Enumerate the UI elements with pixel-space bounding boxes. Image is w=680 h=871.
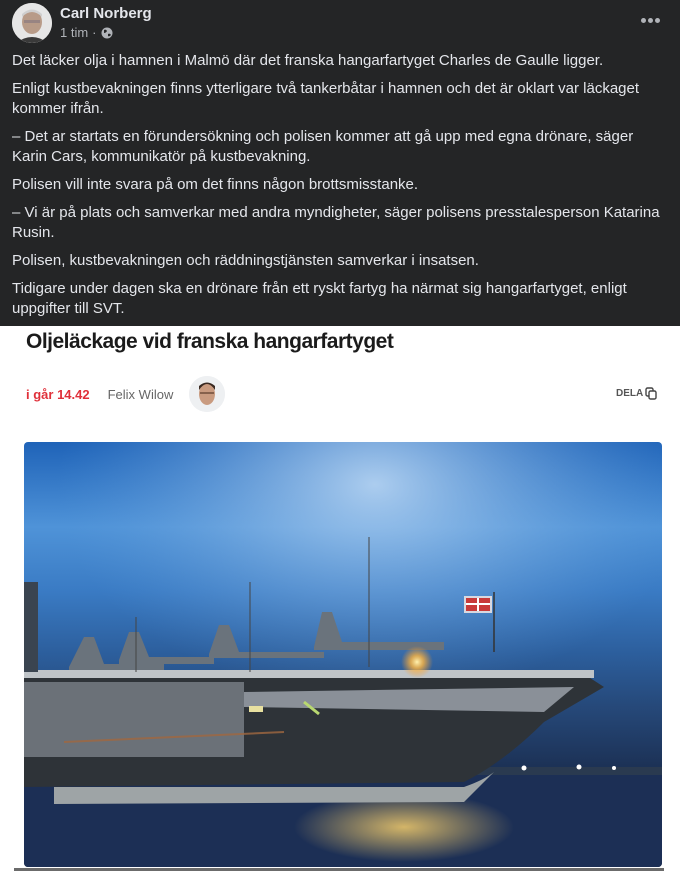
avatar-photo-icon xyxy=(12,3,52,43)
author-avatar[interactable] xyxy=(12,3,52,43)
article-time: i går 14.42 xyxy=(26,386,90,402)
post-paragraph: Polisen vill inte svara på om det finns någon brottsmisstanke. xyxy=(12,176,419,193)
post-paragraph: – Det ar startats en förundersökning och polisen kommer att gå upp med egna drönare, säger Karin Cars, kommunikatör på kustbevakning. xyxy=(12,128,634,165)
post-header xyxy=(0,0,680,44)
separator: · xyxy=(92,25,97,40)
more-options-button[interactable] xyxy=(636,8,664,32)
article-photo xyxy=(24,442,662,867)
post-paragraph: – Vi är på plats och samverkar med andra myndigheter, säger polisens presstalesperson Katarina Rusin. xyxy=(12,204,660,241)
globe-icon xyxy=(101,27,113,39)
post-time[interactable]: 1 tim xyxy=(60,25,89,40)
article-author: Felix Wilow xyxy=(107,386,174,402)
post-paragraph: Enligt kustbevakningen finns ytterligare två tankerbåtar i hamnen och det är oklart var läckaget kommer ifrån. xyxy=(12,80,640,117)
share-button xyxy=(616,387,657,400)
author-name[interactable]: Carl Norberg xyxy=(60,5,152,22)
author-photo-icon xyxy=(189,376,225,412)
post-text xyxy=(12,51,668,327)
post-paragraph: Polisen, kustbevakningen och räddningstjänsten samverkar i insatsen. xyxy=(12,252,479,269)
ellipsis-dot xyxy=(648,18,653,23)
ellipsis-dot xyxy=(655,18,660,23)
post-paragraph: Tidigare under dagen ska en drönare från ett ryskt fartyg ha närmat sig hangarfartyget, enligt uppgifter till SVT. xyxy=(12,280,627,317)
post-paragraph: Det läcker olja i hamnen i Malmö där det franska hangarfartyget Charles de Gaulle ligger. xyxy=(12,52,604,69)
ellipsis-icon xyxy=(641,18,646,23)
post-meta xyxy=(60,25,113,40)
article-meta xyxy=(26,374,225,414)
shared-article-screenshot[interactable] xyxy=(0,326,680,871)
share-label: DELA xyxy=(616,388,644,399)
article-title: Oljeläckage vid franska hangarfartyget xyxy=(26,330,394,353)
copy-icon xyxy=(645,387,657,400)
aircraft-carrier-photo-icon xyxy=(24,442,662,867)
article-author-avatar xyxy=(189,376,225,412)
